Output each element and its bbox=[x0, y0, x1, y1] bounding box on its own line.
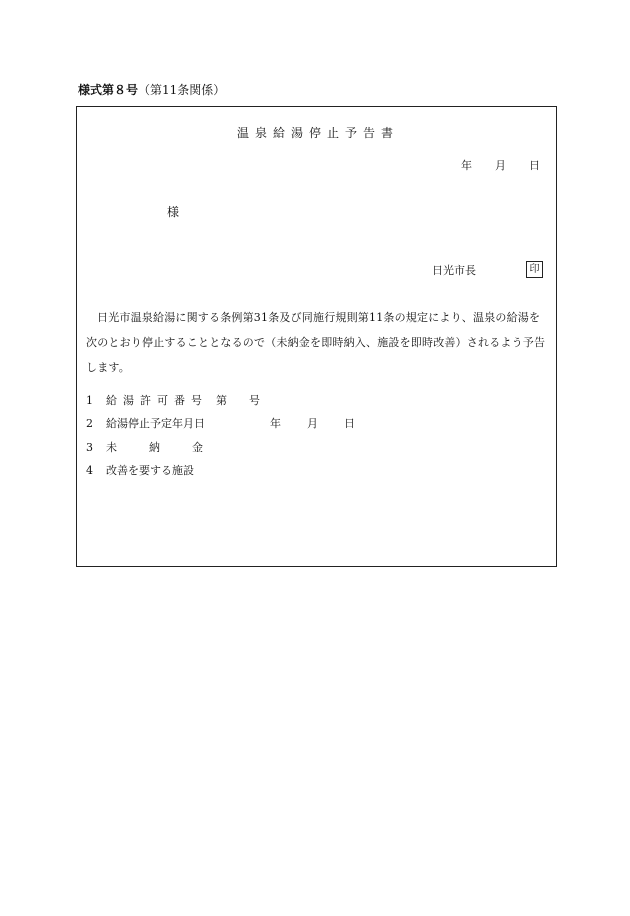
item-facility-improvement bbox=[86, 464, 194, 478]
item-number: 1 bbox=[86, 394, 93, 407]
form-header bbox=[78, 83, 225, 97]
item-permit-number bbox=[86, 394, 260, 408]
item-suffix: 号 bbox=[249, 394, 260, 407]
form-number: 様式第８号 bbox=[78, 83, 139, 97]
item-label: 給湯許可番号 bbox=[106, 394, 208, 407]
item-prefix: 第 bbox=[216, 394, 227, 407]
issue-date bbox=[461, 157, 540, 173]
date-year-label: 年 bbox=[461, 159, 472, 172]
addressee-suffix: 様 bbox=[167, 205, 180, 219]
date-month-label: 月 bbox=[495, 159, 506, 172]
item-label: 給湯停止予定年月日 bbox=[106, 417, 205, 430]
notice-body: 日光市温泉給湯に関する条例第31条及び同施行規則第11条の規定により、温泉の給湯を次のとおり停止することとなるので（未納金を即時納入、施設を即時改善）されるよう予告します。 bbox=[86, 311, 546, 374]
item-number: 2 bbox=[86, 417, 93, 430]
item-year-label: 年 bbox=[270, 417, 281, 430]
notice-form-frame bbox=[76, 106, 557, 567]
item-day-label: 日 bbox=[344, 417, 355, 430]
item-number: 3 bbox=[86, 441, 93, 454]
item-label-char: 金 bbox=[192, 441, 203, 454]
date-day-label: 日 bbox=[529, 159, 540, 172]
seal-stamp-box: 印 bbox=[526, 261, 543, 278]
item-unpaid-amount bbox=[86, 441, 203, 455]
document-title: 温泉給湯停止予告書 bbox=[237, 126, 400, 140]
issuer-name: 日光市長 bbox=[432, 264, 476, 277]
form-relation: （第11条関係） bbox=[138, 83, 226, 97]
item-stop-date bbox=[86, 417, 355, 431]
item-number: 4 bbox=[86, 464, 93, 477]
item-label-char: 未 bbox=[106, 441, 117, 454]
item-label-char: 納 bbox=[149, 441, 160, 454]
item-month-label: 月 bbox=[307, 417, 318, 430]
item-label: 改善を要する施設 bbox=[106, 464, 194, 477]
